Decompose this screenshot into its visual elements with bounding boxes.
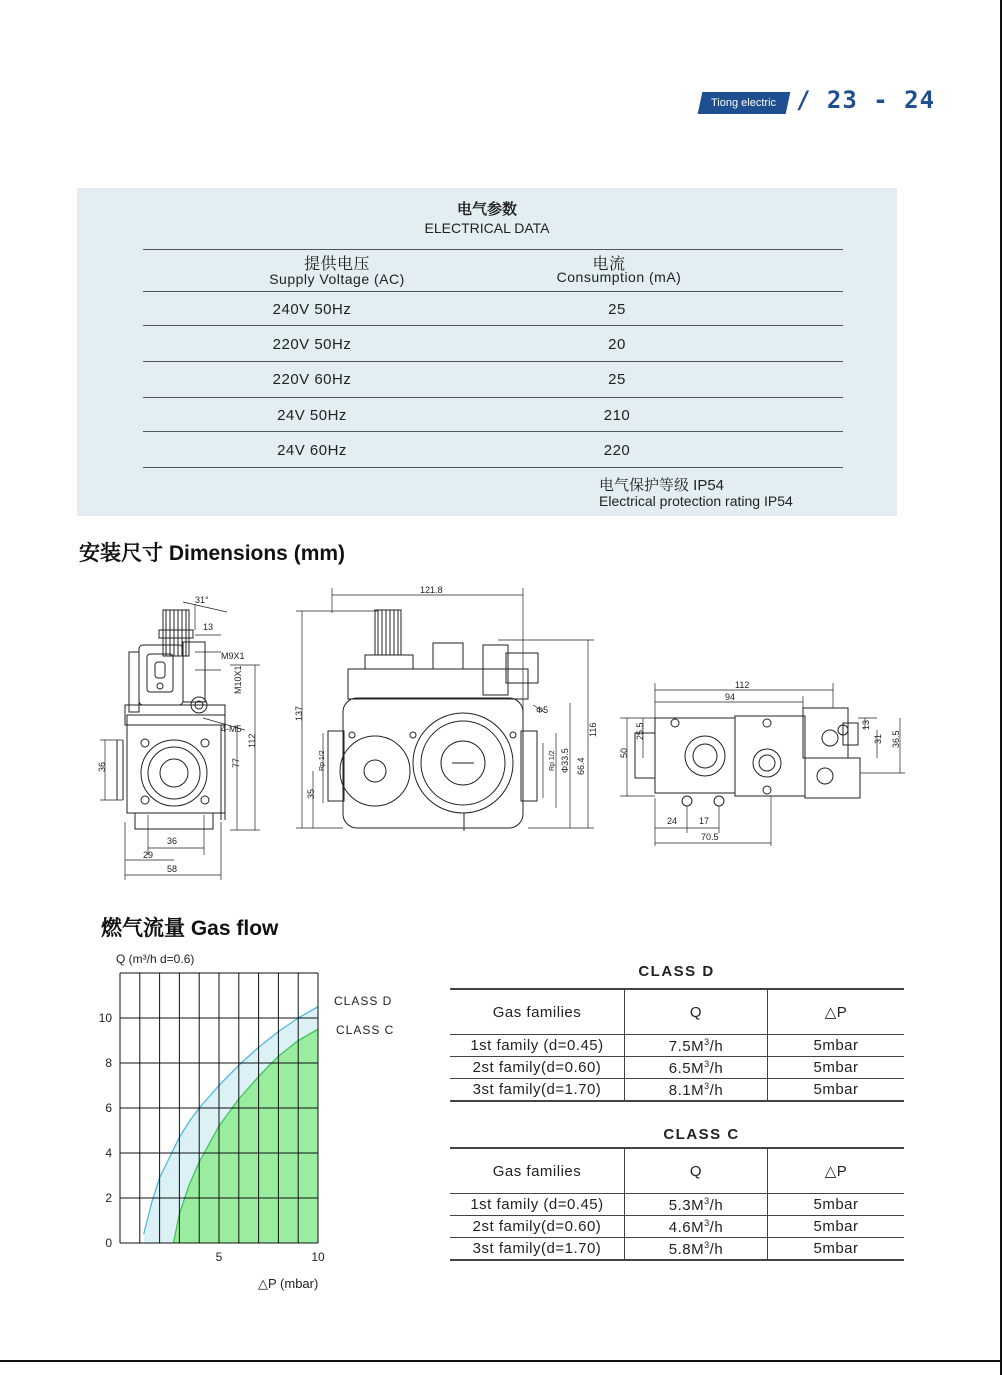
drawing-top-view	[615, 678, 910, 850]
unit-suffix: /h	[709, 1037, 724, 1055]
table-cell: 5mbar	[768, 1079, 905, 1102]
header-cell: Q	[625, 1148, 768, 1194]
dim-label: 112	[247, 733, 257, 748]
unit-sup: 3	[704, 1080, 710, 1091]
current-cell: 25	[608, 371, 626, 388]
unit-sup: 3	[704, 1058, 710, 1069]
table-cell: 3st family(d=1.70)	[450, 1238, 625, 1261]
gas-flow-chart	[88, 948, 428, 1298]
dim-label: 121.8	[420, 585, 443, 595]
q-value: 5.8M	[668, 1240, 705, 1258]
dim-label: 31°	[195, 595, 209, 605]
dim-label: 112	[735, 680, 750, 690]
y-tick-label: 8	[105, 1056, 112, 1070]
current-cell: 25	[608, 301, 626, 318]
dim-label: 77	[231, 757, 241, 768]
drawing-side-view	[95, 590, 265, 885]
electrical-data-panel	[77, 188, 897, 516]
table-cell	[625, 1035, 768, 1057]
table-cell	[625, 1238, 768, 1261]
dim-label: Rp 1/2	[549, 750, 556, 771]
table-row	[450, 1216, 904, 1238]
table-cell: 5mbar	[768, 1216, 905, 1238]
dim-label: 58	[167, 864, 178, 874]
y-tick-label: 2	[105, 1191, 112, 1205]
current-cell: 210	[603, 407, 631, 424]
dim-label: 25.5	[635, 722, 645, 740]
voltage-cell: 24V 60Hz	[277, 442, 347, 459]
table-row	[450, 1057, 904, 1079]
table-caption: CLASS C	[663, 1126, 740, 1143]
current-cell: 20	[608, 336, 626, 353]
series-label: CLASS C	[336, 1023, 395, 1037]
dim-label: 116	[588, 722, 598, 737]
page-number: / 23 - 24	[796, 86, 936, 114]
dim-label: 36	[97, 761, 107, 772]
chart-legend	[334, 994, 394, 1037]
header-cell: △P	[768, 1148, 905, 1194]
unit-sup: 3	[704, 1239, 710, 1250]
col-voltage-cn: 提供电压	[303, 256, 370, 273]
divider	[143, 291, 843, 292]
y-tick-label: 0	[105, 1236, 112, 1250]
unit-suffix: /h	[709, 1059, 724, 1077]
q-value: 5.3M	[668, 1196, 705, 1214]
page-frame-bottom	[0, 1360, 1002, 1362]
dim-label: 13	[203, 622, 214, 632]
unit-sup: 3	[704, 1036, 710, 1047]
dim-label: 29	[143, 850, 154, 860]
table-cell: 5mbar	[768, 1194, 905, 1216]
table-cell	[625, 1057, 768, 1079]
divider	[143, 249, 843, 250]
page-frame-right	[1000, 0, 1002, 1375]
brand-tag: Tiong electric	[698, 92, 791, 114]
table-cell	[625, 1079, 768, 1102]
table-row	[450, 1194, 904, 1216]
unit-sup: 3	[704, 1217, 710, 1228]
dim-label: M10X1	[233, 665, 243, 694]
x-tick-label: 5	[215, 1250, 223, 1264]
table-cell: 2st family(d=0.60)	[450, 1057, 625, 1079]
current-cell: 220	[603, 442, 631, 459]
y-tick-label: 10	[98, 1011, 112, 1025]
dim-label: Φ33.5	[560, 748, 570, 773]
col-current-en: Consumption (mA)	[556, 269, 682, 285]
divider	[143, 431, 843, 432]
table-caption: CLASS D	[638, 963, 715, 980]
electrical-title-en: ELECTRICAL DATA	[424, 220, 550, 236]
unit-suffix: /h	[709, 1081, 724, 1099]
unit-sup: 3	[704, 1195, 710, 1206]
chart-areas	[144, 1007, 318, 1243]
dim-label: 35	[306, 788, 316, 799]
header-cell: Q	[625, 989, 768, 1035]
table-cell: 5mbar	[768, 1238, 905, 1261]
x-axis-label: △P (mbar)	[258, 1276, 319, 1291]
col-current-cn: 电流	[592, 256, 626, 273]
table-cell: 5mbar	[768, 1057, 905, 1079]
dim-label: 17	[699, 816, 710, 826]
header-cell: Gas families	[450, 989, 625, 1035]
y-axis-label: Q (m³/h d=0.6)	[116, 952, 195, 966]
y-tick-label: 6	[105, 1101, 112, 1115]
dim-label: 137	[294, 705, 304, 721]
unit-suffix: /h	[709, 1218, 724, 1236]
dim-label: 66.4	[576, 757, 586, 775]
divider	[143, 325, 843, 326]
class-c-table	[450, 1147, 904, 1261]
dim-label: 31	[873, 733, 883, 744]
table-cell: 5mbar	[768, 1035, 905, 1057]
electrical-title-cn: 电气参数	[456, 201, 517, 218]
voltage-cell: 220V 60Hz	[272, 371, 352, 388]
divider	[143, 467, 843, 468]
table-row	[450, 1079, 904, 1102]
unit-suffix: /h	[709, 1196, 724, 1214]
voltage-cell: 240V 50Hz	[272, 301, 352, 318]
dim-label: 4-M5	[221, 724, 242, 734]
table-cell: 3st family(d=1.70)	[450, 1079, 625, 1102]
dim-label: 36	[167, 836, 178, 846]
table-cell: 1st family (d=0.45)	[450, 1035, 625, 1057]
protection-rating-cn: 电气保护等级 IP54	[599, 477, 725, 494]
header-cell: Gas families	[450, 1148, 625, 1194]
voltage-cell: 24V 50Hz	[277, 407, 347, 424]
q-value: 4.6M	[668, 1218, 705, 1236]
table-cell	[625, 1194, 768, 1216]
table-cell: 2st family(d=0.60)	[450, 1216, 625, 1238]
table-cell	[625, 1216, 768, 1238]
dim-label: M9X1	[221, 651, 245, 661]
dim-label: 36.5	[891, 730, 901, 748]
table-row	[450, 1035, 904, 1057]
x-tick-label: 10	[311, 1250, 325, 1264]
gasflow-title: 燃气流量 Gas flow	[101, 917, 279, 940]
class-d-table	[450, 988, 904, 1102]
protection-rating-en: Electrical protection rating IP54	[599, 493, 793, 509]
q-value: 8.1M	[668, 1081, 705, 1099]
voltage-cell: 220V 50Hz	[272, 336, 352, 353]
dim-label: Rp 1/2	[319, 750, 326, 771]
dim-label: Φ5	[536, 705, 549, 715]
dim-label: 13	[861, 719, 871, 730]
table-cell: 1st family (d=0.45)	[450, 1194, 625, 1216]
table-row	[450, 1238, 904, 1261]
divider	[143, 397, 843, 398]
unit-suffix: /h	[709, 1240, 724, 1258]
dim-label: 50	[619, 747, 629, 758]
dim-label: 70.5	[701, 832, 719, 842]
q-value: 6.5M	[668, 1059, 705, 1077]
dim-label: 94	[725, 692, 736, 702]
series-label: CLASS D	[334, 994, 393, 1008]
drawing-front-view	[288, 583, 606, 833]
header-cell: △P	[768, 989, 905, 1035]
dim-label: 24	[667, 816, 678, 826]
q-value: 7.5M	[668, 1037, 705, 1055]
divider	[143, 361, 843, 362]
col-voltage-en: Supply Voltage (AC)	[269, 271, 405, 287]
dimensions-title: 安装尺寸 Dimensions (mm)	[79, 542, 346, 565]
y-tick-label: 4	[105, 1146, 112, 1160]
